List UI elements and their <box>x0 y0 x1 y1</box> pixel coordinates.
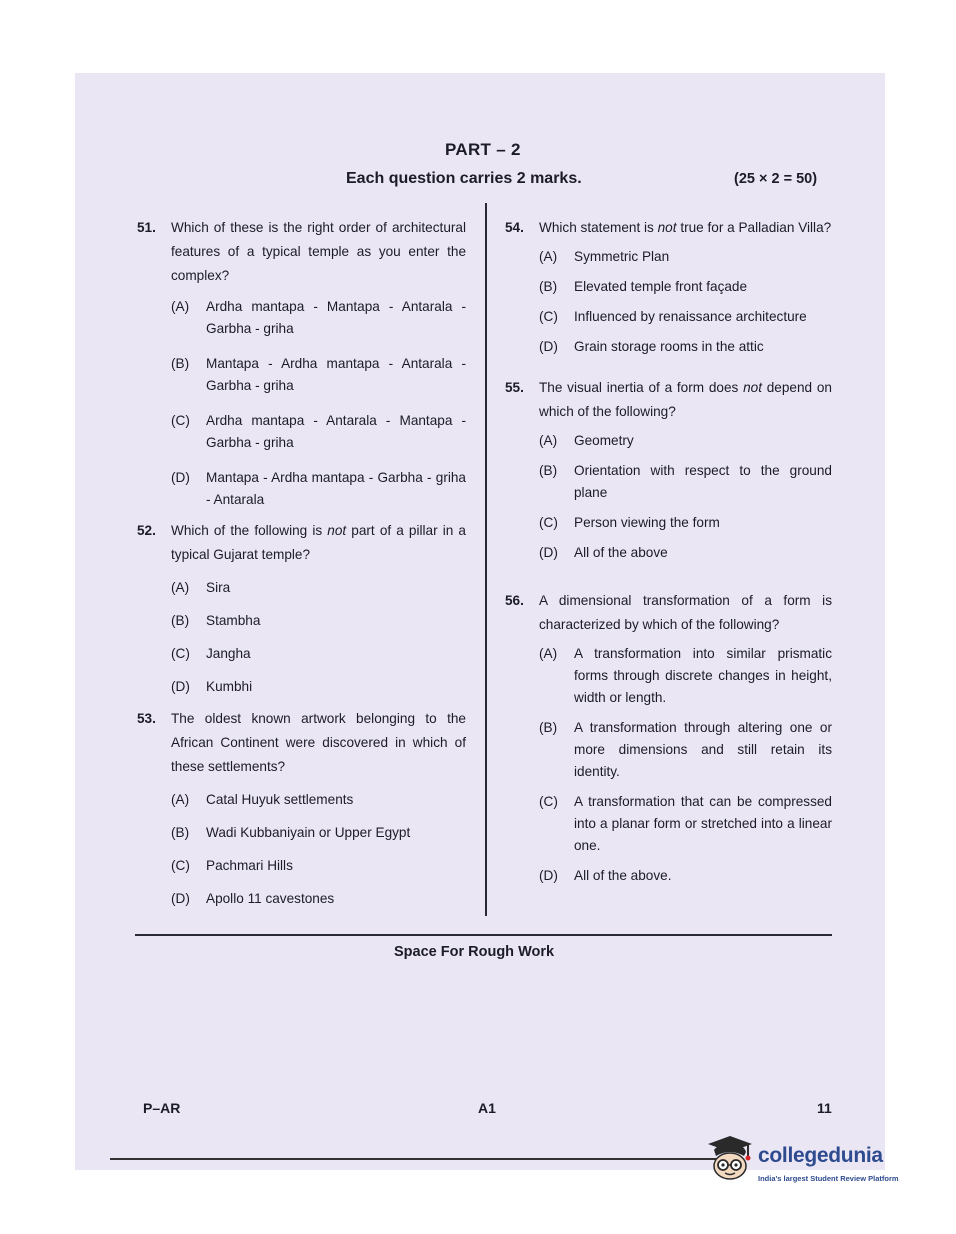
option-56-b: (B) A transformation through altering one or more dimensions and still retain its identity. <box>539 720 832 779</box>
option-52-b: (B) Stambha <box>171 613 261 628</box>
option-54-a: (A) Symmetric Plan <box>539 249 670 264</box>
question-number: 55. <box>505 380 524 395</box>
option-56-c: (C) A transformation that can be compressed into a planar form or stretched into a linear one. <box>539 794 832 853</box>
question-53 <box>137 707 466 779</box>
question-number: 51. <box>137 220 156 235</box>
part-heading: PART – 2 <box>445 140 521 159</box>
total-marks: (25 × 2 = 50) <box>734 171 818 187</box>
option-53-d: (D) Apollo 11 cavestones <box>171 891 335 906</box>
option-52-c: (C) Jangha <box>171 646 251 661</box>
option-51-d: (D) Mantapa - Ardha mantapa - Garbha - griha - Antarala <box>171 470 466 507</box>
question-51 <box>137 216 466 288</box>
question-56 <box>505 589 832 637</box>
option-56-d: (D) All of the above. <box>539 868 672 883</box>
logo-tagline: India's largest Student Review Platform <box>758 1174 899 1183</box>
question-number: 52. <box>137 523 156 538</box>
question-text: Which of these is the right order of architectural features of a typical temple as you enter the complex? <box>171 220 466 283</box>
option-55-c: (C) Person viewing the form <box>539 515 720 530</box>
option-53-b: (B) Wadi Kubbaniyain or Upper Egypt <box>171 825 411 840</box>
question-number: 54. <box>505 220 524 235</box>
option-55-b: (B) Orientation with respect to the ground plane <box>539 463 832 500</box>
option-56-a: (A) A transformation into similar prismatic forms through discrete changes in height, width or length. <box>539 646 832 705</box>
option-54-c: (C) Influenced by renaissance architecture <box>539 309 807 324</box>
right-column <box>505 216 832 887</box>
question-text: The oldest known artwork belonging to the African Continent were discovered in which of these settlements? <box>171 711 466 774</box>
question-55: 55. The visual inertia of a form does not depend on which of the following? <box>505 376 832 424</box>
option-52-a: (A) Sira <box>171 580 231 595</box>
question-number: 56. <box>505 593 524 608</box>
rough-work-label: Space For Rough Work <box>394 944 555 960</box>
option-51-a: (A) Ardha mantapa - Mantapa - Antarala - Garbha - griha <box>171 299 466 336</box>
logo-wordmark: collegedunia <box>758 1144 883 1167</box>
option-55-d: (D) All of the above <box>539 545 668 560</box>
column-divider <box>485 203 487 916</box>
page-number: 11 <box>817 1100 832 1116</box>
option-51-b: (B) Mantapa - Ardha mantapa - Antarala - Garbha - griha <box>171 356 466 393</box>
option-51-c: (C) Ardha mantapa - Antarala - Mantapa - Garbha - griha <box>171 413 466 450</box>
booklet-code: A1 <box>478 1100 496 1116</box>
option-53-c: (C) Pachmari Hills <box>171 858 293 873</box>
option-54-d: (D) Grain storage rooms in the attic <box>539 339 764 354</box>
question-54: 54. Which statement is not true for a Palladian Villa? <box>505 216 832 240</box>
option-54-b: (B) Elevated temple front façade <box>539 279 748 294</box>
footer-rule <box>110 1158 738 1160</box>
option-53-a: (A) Catal Huyuk settlements <box>171 792 354 807</box>
paper-code: P–AR <box>143 1100 181 1116</box>
collegedunia-logo <box>700 1130 930 1190</box>
question-52: 52. Which of the following is not part of a pillar in a typical Gujarat temple? <box>137 519 466 567</box>
question-number: 53. <box>137 711 156 726</box>
left-column <box>137 216 466 910</box>
section-rule <box>135 934 832 936</box>
option-52-d: (D) Kumbhi <box>171 679 253 694</box>
question-text: A dimensional transformation of a form is characterized by which of the following? <box>539 593 832 632</box>
marks-instruction: Each question carries 2 marks. <box>346 170 582 187</box>
mascot-icon <box>700 1130 756 1190</box>
option-55-a: (A) Geometry <box>539 433 634 448</box>
